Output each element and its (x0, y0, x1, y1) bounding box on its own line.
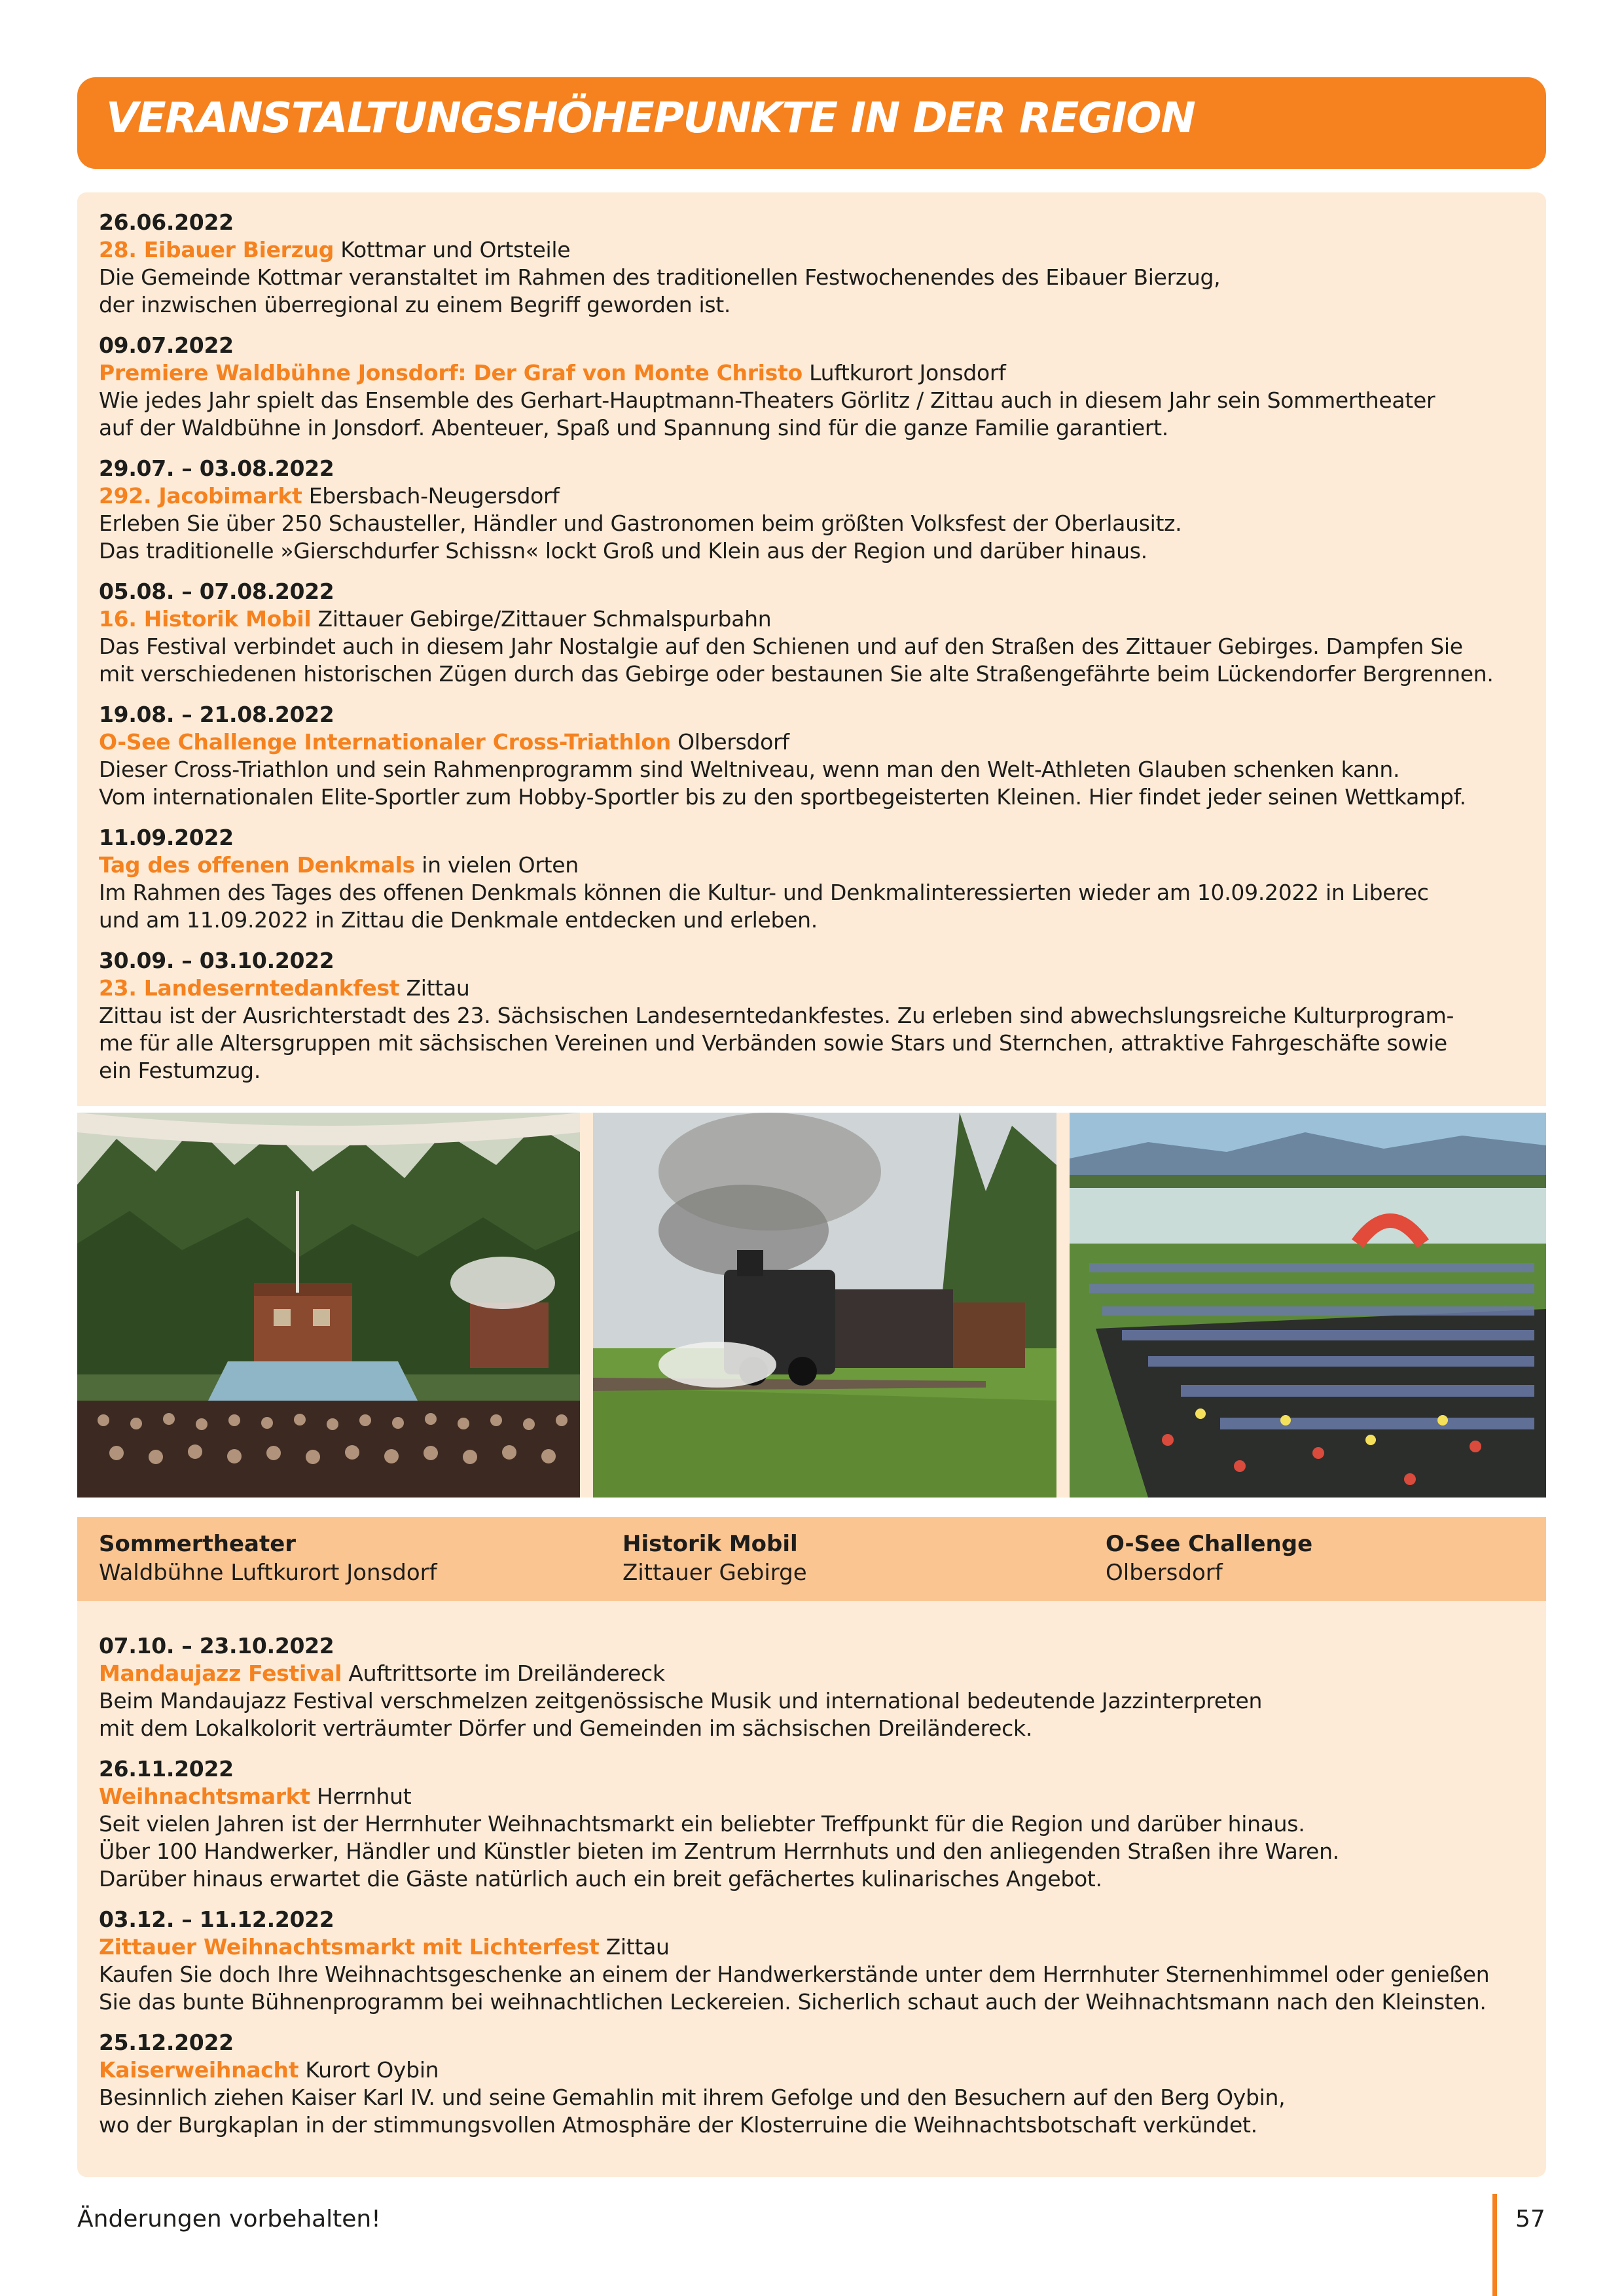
caption-subtitle: Zittauer Gebirge (623, 1560, 807, 1586)
event-item (99, 1755, 1532, 1893)
event-place: in vielen Orten (422, 852, 579, 878)
event-text: Das traditionelle »Gierschdurfer Schissn« lockt Groß und Klein aus der Region und darüber hinaus. (99, 538, 1147, 564)
event-name: 292. Jacobimarkt (99, 483, 302, 509)
photo-caption (1106, 1530, 1312, 1587)
event-date: 19.08. – 21.08.2022 (99, 702, 334, 727)
event-date: 09.07.2022 (99, 332, 234, 358)
event-text: Dieser Cross-Triathlon und sein Rahmenprogramm sind Weltniveau, wenn man den Welt-Athleten Glauben schenken kann. (99, 757, 1400, 782)
event-item (99, 209, 1532, 319)
photo-historik-mobil (593, 1113, 1056, 1498)
event-place: Ebersbach-Neugersdorf (308, 483, 560, 509)
event-date: 05.08. – 07.08.2022 (99, 579, 334, 604)
event-list-bottom (99, 1632, 1532, 2152)
photo-strip (77, 1113, 1546, 1498)
event-date: 29.07. – 03.08.2022 (99, 456, 334, 481)
event-item (99, 578, 1532, 688)
event-text: Vom internationalen Elite-Sportler zum Hobby-Sportler bis zu den sportbegeisterten Kleinen. Hier findet jeder seinen Wettkampf. (99, 784, 1466, 810)
event-name: Mandaujazz Festival (99, 1660, 342, 1686)
photo-caption (623, 1530, 807, 1587)
event-item (99, 1632, 1532, 1742)
event-item (99, 947, 1532, 1085)
event-text: auf der Waldbühne in Jonsdorf. Abenteuer, Spaß und Spannung sind für die ganze Familie garantiert. (99, 415, 1168, 440)
photo-captions (77, 1517, 1546, 1601)
events-panel-top (77, 192, 1546, 1106)
event-text: Kaufen Sie doch Ihre Weihnachtsgeschenke an einem der Handwerkerstände unter dem Herrnhuter Sternenhimmel oder genießen (99, 1962, 1490, 1987)
event-text: Das Festival verbindet auch in diesem Jahr Nostalgie auf den Schienen und auf den Straßen des Zittauer Gebirges. Dampfen Sie (99, 634, 1463, 659)
event-item (99, 2029, 1532, 2139)
page-header (77, 77, 1546, 169)
event-text: Beim Mandaujazz Festival verschmelzen zeitgenössische Musik und international bedeutende Jazzinterpreten (99, 1688, 1263, 1713)
event-text: Sie das bunte Bühnenprogramm bei weihnachtlichen Leckereien. Sicherlich schaut auch der Weihnachtsmann nach den Kleinsten. (99, 1989, 1487, 2015)
event-name: Premiere Waldbühne Jonsdorf: Der Graf von Monte Christo (99, 360, 803, 386)
footer-divider (1492, 2194, 1497, 2296)
events-panel-bottom (77, 1601, 1546, 2177)
event-name: 28. Eibauer Bierzug (99, 237, 334, 262)
event-text: Zittau ist der Ausrichterstadt des 23. Sächsischen Landeserntedankfestes. Zu erleben sind abwechslungsreiche Kulturprogram- (99, 1003, 1454, 1028)
event-text: der inzwischen überregional zu einem Begriff geworden ist. (99, 292, 731, 317)
event-place: Olbersdorf (677, 729, 789, 755)
event-date: 11.09.2022 (99, 825, 234, 850)
photo-o-see-challenge (1070, 1113, 1546, 1498)
event-name: 16. Historik Mobil (99, 606, 312, 632)
event-date: 30.09. – 03.10.2022 (99, 948, 334, 973)
event-place: Zittau (406, 975, 470, 1001)
event-name: O-See Challenge Internationaler Cross-Triathlon (99, 729, 671, 755)
event-text: mit dem Lokalkolorit verträumter Dörfer und Gemeinden im sächsischen Dreiländereck. (99, 1715, 1033, 1741)
event-text: Besinnlich ziehen Kaiser Karl IV. und seine Gemahlin mit ihrem Gefolge und den Besuchern auf den Berg Oybin, (99, 2085, 1286, 2110)
caption-subtitle: Waldbühne Luftkurort Jonsdorf (99, 1560, 437, 1586)
photo-sommertheater (77, 1113, 580, 1498)
event-text: Über 100 Handwerker, Händler und Künstler bieten im Zentrum Herrnhuts und den anliegenden Straßen ihre Waren. (99, 1839, 1339, 1864)
event-item (99, 701, 1532, 811)
event-text: Wie jedes Jahr spielt das Ensemble des Gerhart-Hauptmann-Theaters Görlitz / Zittau auch in diesem Jahr sein Sommertheater (99, 387, 1435, 413)
event-text: me für alle Altersgruppen mit sächsischen Vereinen und Verbänden sowie Stars und Sternchen, attraktive Fahrgeschäfte sowie (99, 1030, 1447, 1056)
event-text: ein Festumzug. (99, 1058, 261, 1083)
page-title: VERANSTALTUNGSHÖHEPUNKTE IN DER REGION (106, 94, 1195, 143)
event-text: Darüber hinaus erwartet die Gäste natürlich auch ein breit gefächertes kulinarisches Angebot. (99, 1866, 1102, 1892)
event-place: Herrnhut (317, 1784, 412, 1809)
event-date: 25.12.2022 (99, 2030, 234, 2055)
event-date: 03.12. – 11.12.2022 (99, 1907, 334, 1932)
event-item (99, 1906, 1532, 2016)
event-name: Weihnachtsmarkt (99, 1784, 310, 1809)
footer-note: Änderungen vorbehalten! (77, 2206, 381, 2233)
event-name: Zittauer Weihnachtsmarkt mit Lichterfest (99, 1934, 600, 1960)
event-date: 26.11.2022 (99, 1756, 234, 1782)
event-item (99, 332, 1532, 442)
event-name: Kaiserweihnacht (99, 2057, 299, 2083)
caption-title: Sommertheater (99, 1531, 297, 1557)
event-place: Auftrittsorte im Dreiländereck (348, 1660, 665, 1686)
event-text: wo der Burgkaplan in der stimmungsvollen Atmosphäre der Klosterruine die Weihnachtsbotschaft verkündet. (99, 2112, 1257, 2138)
event-text: Erleben Sie über 250 Schausteller, Händler und Gastronomen beim größten Volksfest der Oberlausitz. (99, 511, 1182, 536)
event-date: 07.10. – 23.10.2022 (99, 1633, 334, 1659)
event-text: und am 11.09.2022 in Zittau die Denkmale entdecken und erleben. (99, 907, 818, 933)
event-place: Kurort Oybin (305, 2057, 439, 2083)
event-name: 23. Landeserntedankfest (99, 975, 400, 1001)
caption-subtitle: Olbersdorf (1106, 1560, 1223, 1586)
event-place: Luftkurort Jonsdorf (809, 360, 1006, 386)
event-item (99, 824, 1532, 934)
caption-title: Historik Mobil (623, 1531, 798, 1557)
page-number: 57 (1515, 2206, 1545, 2233)
caption-title: O-See Challenge (1106, 1531, 1313, 1557)
event-place: Kottmar und Ortsteile (340, 237, 571, 262)
event-date: 26.06.2022 (99, 209, 234, 235)
event-item (99, 455, 1532, 565)
event-text: Im Rahmen des Tages des offenen Denkmals können die Kultur- und Denkmalinteressierten wieder am 10.09.2022 in Liberec (99, 880, 1429, 905)
event-name: Tag des offenen Denkmals (99, 852, 416, 878)
event-text: Die Gemeinde Kottmar veranstaltet im Rahmen des traditionellen Festwochenendes des Eibauer Bierzug, (99, 264, 1221, 290)
photo-caption (99, 1530, 437, 1587)
event-place: Zittau (605, 1934, 670, 1960)
event-text: mit verschiedenen historischen Zügen durch das Gebirge oder bestaunen Sie alte Straßengefährte beim Lückendorfer Bergrennen. (99, 661, 1494, 687)
event-place: Zittauer Gebirge/Zittauer Schmalspurbahn (317, 606, 772, 632)
event-list-top (99, 209, 1532, 1098)
event-text: Seit vielen Jahren ist der Herrnhuter Weihnachtsmarkt ein beliebter Treffpunkt für die Region und darüber hinaus. (99, 1811, 1305, 1837)
